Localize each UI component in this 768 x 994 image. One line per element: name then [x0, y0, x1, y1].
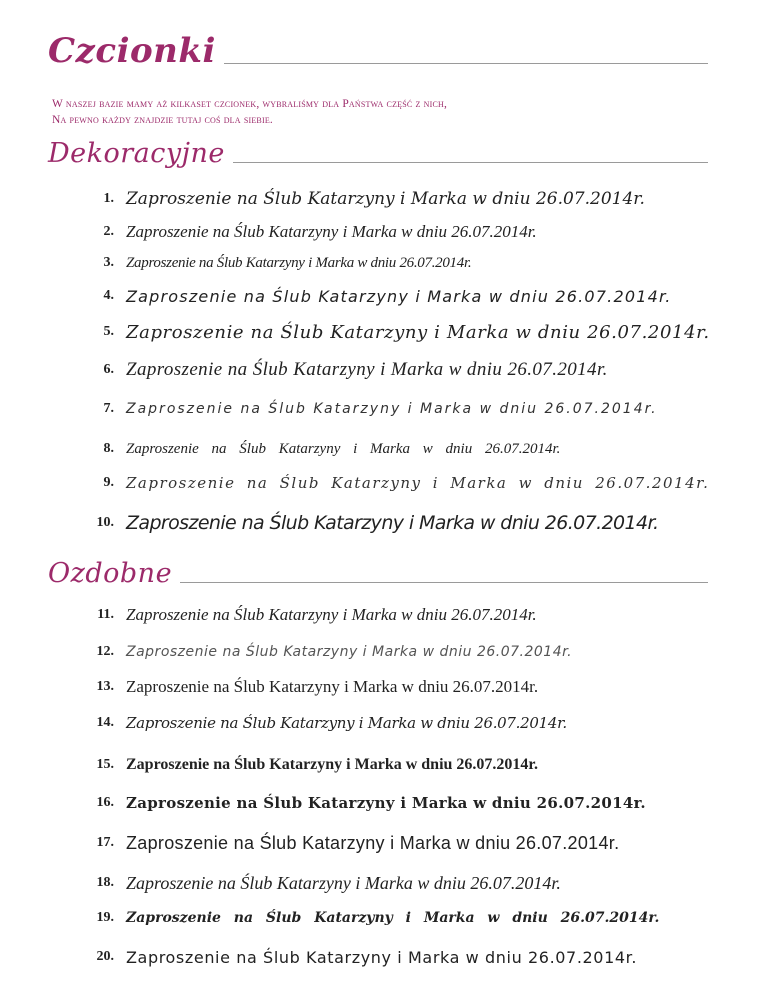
sample-text: Zaproszenie na Ślub Katarzyny i Marka w dniu 26.07.2014r.: [126, 605, 537, 624]
intro-text: [52, 96, 732, 128]
sample-text: Zaproszenie na Ślub Katarzyny i Marka w dniu 26.07.2014r.: [126, 254, 472, 271]
sample-text: Zaproszenie na Ślub Katarzyny i Marka w dniu 26.07.2014r.: [126, 947, 638, 967]
item-number: 13.: [96, 679, 114, 694]
item-number: 3.: [103, 255, 114, 270]
item-number: 8.: [103, 441, 114, 456]
sample-text: Zaproszenie na Ślub Katarzyny i Marka w dniu 26.07.2014r.: [126, 910, 660, 926]
item-number: 15.: [96, 757, 114, 772]
sample-text: Zaproszenie na Ślub Katarzyny i Marka w dniu 26.07.2014r.: [126, 359, 608, 380]
font-sample-1: [74, 182, 645, 216]
sample-text: Zaproszenie na Ślub Katarzyny i Marka w dniu 26.07.2014r.: [126, 440, 561, 457]
item-number: 5.: [103, 324, 114, 339]
font-sample-11: [74, 598, 537, 632]
sample-text: Zaproszenie na Ślub Katarzyny i Marka w dniu 26.07.2014r.: [126, 474, 710, 492]
font-sample-7: [74, 392, 658, 426]
item-number: 18.: [96, 875, 114, 890]
sample-text: Zaproszenie na Ślub Katarzyny i Marka w dniu 26.07.2014r.: [126, 714, 567, 732]
sample-text: Zaproszenie na Ślub Katarzyny i Marka w dniu 26.07.2014r.: [126, 756, 539, 773]
font-sample-13: [74, 670, 538, 704]
item-number: 10.: [96, 515, 114, 530]
font-sample-10: [74, 506, 658, 540]
font-sample-18: [74, 866, 561, 900]
sample-text: Zaproszenie na Ślub Katarzyny i Marka w dniu 26.07.2014r.: [126, 644, 573, 660]
sample-text: Zaproszenie na Ślub Katarzyny i Marka w dniu 26.07.2014r.: [126, 677, 539, 696]
section-heading-decorative: [48, 140, 708, 167]
font-sample-19: [74, 901, 659, 935]
font-sample-9: [74, 466, 709, 500]
item-number: 19.: [96, 910, 114, 925]
font-sample-17: [74, 826, 619, 860]
item-number: 16.: [96, 795, 114, 810]
font-sample-20: [74, 940, 637, 974]
sample-text: Zaproszenie na Ślub Katarzyny i Marka w dniu 26.07.2014r.: [126, 832, 620, 853]
sample-text: Zaproszenie na Ślub Katarzyny i Marka w dniu 26.07.2014r.: [126, 189, 645, 209]
sample-text: Zaproszenie na Ślub Katarzyny i Marka w dniu 26.07.2014r.: [126, 512, 659, 534]
font-sample-6: [74, 353, 608, 387]
section-heading-ornamental: [48, 560, 708, 587]
font-sample-8: [74, 432, 560, 466]
item-number: 7.: [103, 401, 114, 416]
font-sample-15: [74, 748, 538, 782]
item-number: 4.: [103, 288, 114, 303]
page-title: Czcionki: [48, 31, 216, 71]
section-title-decorative: Dekoracyjne: [48, 138, 225, 169]
intro-line-1: W naszej bazie mamy aż kilkaset czcionek, wybraliśmy dla Państwa część z nich,: [52, 98, 448, 110]
font-sample-12: [74, 635, 572, 669]
item-number: 17.: [96, 835, 114, 850]
heading-rule: [233, 162, 708, 163]
item-number: 20.: [96, 949, 114, 964]
item-number: 6.: [103, 362, 114, 377]
heading-rule: [224, 63, 708, 64]
section-title-ornamental: Ozdobne: [48, 558, 173, 589]
item-number: 14.: [96, 715, 114, 730]
sample-text: Zaproszenie na Ślub Katarzyny i Marka w dniu 26.07.2014r.: [126, 286, 672, 306]
sample-text: Zaproszenie na Ślub Katarzyny i Marka w dniu 26.07.2014r.: [126, 794, 646, 812]
font-sample-3: [74, 246, 471, 280]
font-sample-5: [74, 315, 710, 349]
sample-text: Zaproszenie na Ślub Katarzyny i Marka w dniu 26.07.2014r.: [126, 321, 710, 343]
sample-text: Zaproszenie na Ślub Katarzyny i Marka w dniu 26.07.2014r.: [126, 872, 561, 893]
font-sample-4: [74, 279, 672, 313]
intro-line-2: Na pewno każdy znajdzie tutaj coś dla siebie.: [52, 114, 273, 126]
font-sample-16: [74, 786, 646, 820]
item-number: 9.: [103, 475, 114, 490]
item-number: 1.: [103, 191, 114, 206]
item-number: 12.: [96, 644, 114, 659]
sample-text: Zaproszenie na Ślub Katarzyny i Marka w dniu 26.07.2014r.: [126, 222, 537, 241]
item-number: 11.: [97, 607, 114, 622]
font-sample-14: [74, 706, 567, 740]
item-number: 2.: [103, 224, 114, 239]
main-heading: [48, 31, 708, 71]
font-sample-2: [74, 215, 537, 249]
sample-text: Zaproszenie na Ślub Katarzyny i Marka w dniu 26.07.2014r.: [126, 401, 658, 417]
heading-rule: [180, 582, 708, 583]
